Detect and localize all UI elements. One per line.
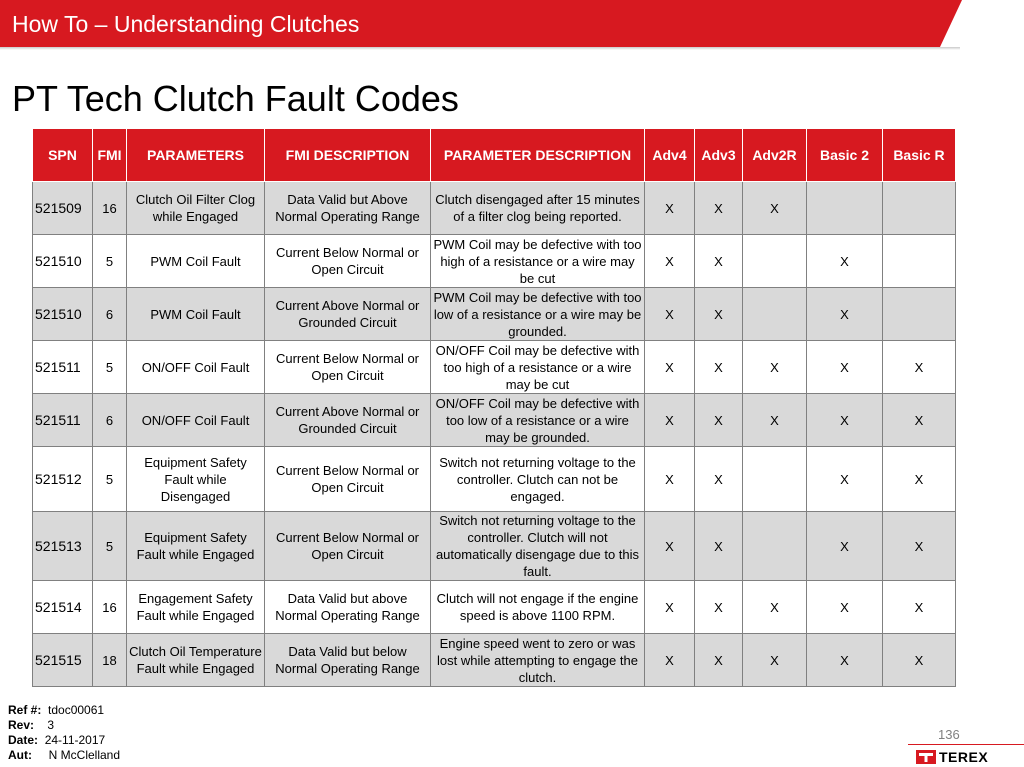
cell-adv4: X [645, 581, 695, 634]
cell-parameter: PWM Coil Fault [127, 288, 265, 341]
cell-basic-2: X [807, 235, 883, 288]
cell-parameter: Equipment Safety Fault while Disengaged [127, 447, 265, 512]
cell-spn: 521514 [33, 581, 93, 634]
cell-parameter: Clutch Oil Filter Clog while Engaged [127, 182, 265, 235]
cell-adv3: X [695, 182, 743, 235]
fault-code-table [32, 128, 956, 687]
rev-line [8, 718, 120, 733]
ref-line [8, 703, 120, 718]
cell-parameter: ON/OFF Coil Fault [127, 341, 265, 394]
table-row [33, 447, 956, 512]
cell-adv3: X [695, 394, 743, 447]
column-header-parameter-description: PARAMETER DESCRIPTION [431, 129, 645, 182]
terex-logo [916, 749, 1020, 765]
cell-parameter: Clutch Oil Temperature Fault while Engaged [127, 634, 265, 687]
cell-fmi-description: Data Valid but Above Normal Operating Range [265, 182, 431, 235]
column-header-spn: SPN [33, 129, 93, 182]
date-line [8, 733, 120, 748]
table-row [33, 394, 956, 447]
cell-spn: 521512 [33, 447, 93, 512]
cell-parameter-description: Switch not returning voltage to the controller. Clutch will not automatically disengage due to this fault. [431, 512, 645, 581]
cell-adv2r [743, 512, 807, 581]
cell-spn: 521511 [33, 394, 93, 447]
cell-fmi: 6 [93, 288, 127, 341]
cell-adv2r: X [743, 341, 807, 394]
cell-parameter: Engagement Safety Fault while Engaged [127, 581, 265, 634]
rev-label: Rev: [8, 718, 35, 732]
cell-parameter-description: Engine speed went to zero or was lost while attempting to engage the clutch. [431, 634, 645, 687]
cell-adv3: X [695, 235, 743, 288]
cell-adv4: X [645, 235, 695, 288]
table-header-row [33, 129, 956, 182]
table-row [33, 512, 956, 581]
cell-parameter-description: Clutch will not engage if the engine speed is above 1100 RPM. [431, 581, 645, 634]
column-header-fmi: FMI [93, 129, 127, 182]
cell-parameter: PWM Coil Fault [127, 235, 265, 288]
cell-fmi-description: Current Below Normal or Open Circuit [265, 341, 431, 394]
cell-adv4: X [645, 341, 695, 394]
cell-spn: 521515 [33, 634, 93, 687]
cell-basic-2: X [807, 341, 883, 394]
cell-adv4: X [645, 634, 695, 687]
cell-parameter: Equipment Safety Fault while Engaged [127, 512, 265, 581]
cell-adv3: X [695, 288, 743, 341]
slide-number: 136 [938, 727, 960, 742]
header-title: How To – Understanding Clutches [12, 11, 360, 37]
cell-adv3: X [695, 341, 743, 394]
cell-basic-r: X [883, 634, 956, 687]
cell-adv4: X [645, 288, 695, 341]
cell-spn: 521513 [33, 512, 93, 581]
table-row [33, 341, 956, 394]
cell-basic-2: X [807, 581, 883, 634]
cell-parameter-description: ON/OFF Coil may be defective with too high of a resistance or a wire may be cut [431, 341, 645, 394]
cell-fmi: 16 [93, 581, 127, 634]
column-header-adv3: Adv3 [695, 129, 743, 182]
header-shadow [0, 47, 960, 50]
cell-adv2r: X [743, 634, 807, 687]
cell-fmi: 6 [93, 394, 127, 447]
cell-basic-r: X [883, 512, 956, 581]
cell-fmi-description: Current Above Normal or Grounded Circuit [265, 394, 431, 447]
column-header-adv2r: Adv2R [743, 129, 807, 182]
cell-fmi: 5 [93, 447, 127, 512]
cell-fmi-description: Current Below Normal or Open Circuit [265, 235, 431, 288]
cell-parameter: ON/OFF Coil Fault [127, 394, 265, 447]
cell-adv2r: X [743, 394, 807, 447]
cell-adv2r [743, 288, 807, 341]
cell-basic-r: X [883, 394, 956, 447]
column-header-basic-r: Basic R [883, 129, 956, 182]
cell-basic-2: X [807, 634, 883, 687]
cell-parameter-description: PWM Coil may be defective with too low of a resistance or a wire may be grounded. [431, 288, 645, 341]
cell-parameter-description: ON/OFF Coil may be defective with too low of a resistance or a wire may be grounded. [431, 394, 645, 447]
cell-basic-r [883, 235, 956, 288]
cell-fmi: 5 [93, 235, 127, 288]
cell-basic-2: X [807, 394, 883, 447]
cell-fmi: 5 [93, 341, 127, 394]
rev-value: 3 [47, 718, 55, 732]
cell-adv4: X [645, 447, 695, 512]
cell-adv3: X [695, 581, 743, 634]
cell-adv4: X [645, 394, 695, 447]
cell-adv3: X [695, 634, 743, 687]
date-value: 24-11-2017 [44, 733, 106, 747]
ref-value: tdoc00061 [48, 703, 105, 717]
footer-divider [908, 744, 1024, 745]
cell-adv3: X [695, 512, 743, 581]
column-header-fmi-description: FMI DESCRIPTION [265, 129, 431, 182]
cell-basic-2: X [807, 447, 883, 512]
cell-spn: 521510 [33, 235, 93, 288]
cell-basic-2: X [807, 512, 883, 581]
table-row [33, 288, 956, 341]
cell-fmi-description: Current Above Normal or Grounded Circuit [265, 288, 431, 341]
cell-fmi: 5 [93, 512, 127, 581]
cell-basic-2 [807, 182, 883, 235]
table-row [33, 581, 956, 634]
cell-spn: 521511 [33, 341, 93, 394]
cell-adv4: X [645, 512, 695, 581]
cell-adv2r: X [743, 182, 807, 235]
cell-fmi-description: Data Valid but above Normal Operating Range [265, 581, 431, 634]
cell-parameter-description: PWM Coil may be defective with too high of a resistance or a wire may be cut [431, 235, 645, 288]
cell-spn: 521510 [33, 288, 93, 341]
column-header-parameters: PARAMETERS [127, 129, 265, 182]
cell-fmi: 18 [93, 634, 127, 687]
cell-adv3: X [695, 447, 743, 512]
cell-fmi: 16 [93, 182, 127, 235]
brand-name: TEREX [939, 749, 989, 765]
table-row [33, 235, 956, 288]
cell-adv4: X [645, 182, 695, 235]
cell-basic-r [883, 288, 956, 341]
column-header-adv4: Adv4 [645, 129, 695, 182]
cell-parameter-description: Switch not returning voltage to the controller. Clutch can not be engaged. [431, 447, 645, 512]
date-label: Date: [8, 733, 39, 747]
table-row [33, 182, 956, 235]
cell-basic-r: X [883, 447, 956, 512]
cell-basic-r: X [883, 581, 956, 634]
terex-logo-icon [916, 750, 936, 764]
table-row [33, 634, 956, 687]
cell-basic-r [883, 182, 956, 235]
document-metadata [8, 703, 120, 763]
cell-adv2r [743, 235, 807, 288]
cell-fmi-description: Current Below Normal or Open Circuit [265, 512, 431, 581]
aut-label: Aut: [8, 748, 32, 762]
cell-adv2r [743, 447, 807, 512]
ref-label: Ref #: [8, 703, 42, 717]
cell-adv2r: X [743, 581, 807, 634]
cell-parameter-description: Clutch disengaged after 15 minutes of a filter clog being reported. [431, 182, 645, 235]
page-title: PT Tech Clutch Fault Codes [12, 78, 459, 119]
aut-value: N McClelland [48, 748, 121, 762]
cell-fmi-description: Data Valid but below Normal Operating Range [265, 634, 431, 687]
cell-fmi-description: Current Below Normal or Open Circuit [265, 447, 431, 512]
cell-spn: 521509 [33, 182, 93, 235]
cell-basic-2: X [807, 288, 883, 341]
author-line [8, 748, 120, 763]
column-header-basic-2: Basic 2 [807, 129, 883, 182]
cell-basic-r: X [883, 341, 956, 394]
